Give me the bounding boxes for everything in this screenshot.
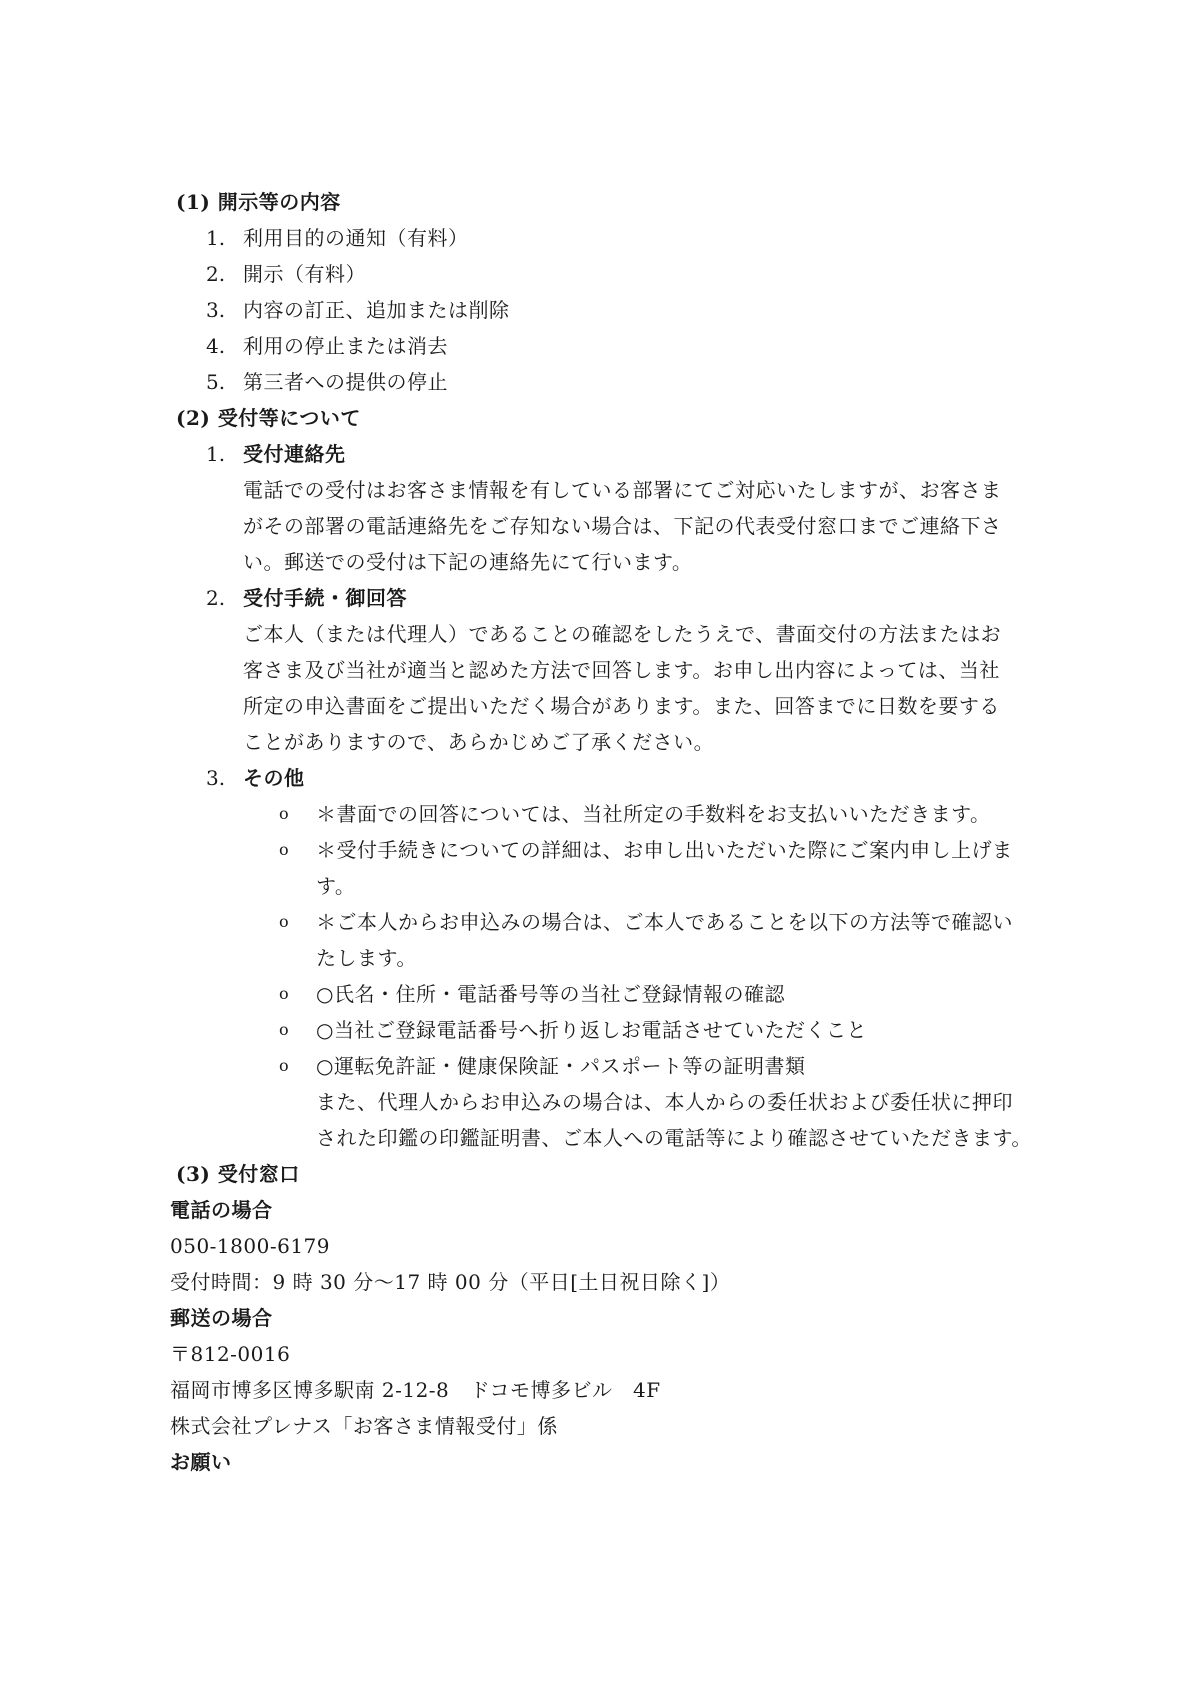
section1-item5-text: 第三者への提供の停止 (243, 370, 448, 394)
bullet-text: たします。 (316, 946, 417, 970)
section2-item1-title: 受付連絡先 (243, 442, 346, 466)
section2-item2-line: ご本人（または代理人）であることの確認をしたうえで、書面交付の方法またはお (243, 622, 1002, 646)
section2-item2-line: 客さま及び当社が適当と認めた方法で回答します。お申し出内容によっては、当社 (243, 658, 1000, 682)
section2-item3-number: 3. (206, 766, 226, 790)
mail-heading: 郵送の場合 (170, 1306, 273, 1330)
phone-heading: 電話の場合 (170, 1198, 273, 1222)
section2-item1-line: い。郵送での受付は下記の連絡先にて行います。 (243, 550, 693, 574)
bullet-text: す。 (316, 874, 356, 898)
bullet-text: ○当社ご登録電話番号へ折り返しお電話させていただくこと (316, 1018, 867, 1042)
bullet-text: ○氏名・住所・電話番号等の当社ご登録情報の確認 (316, 982, 785, 1006)
section1-item1-text: 利用目的の通知（有料） (243, 226, 469, 250)
bullet-symbol: o (279, 912, 289, 931)
section1-item4-text: 利用の停止または消去 (243, 334, 448, 358)
section3-heading: (3) 受付窓口 (176, 1162, 300, 1186)
phone-number: 050-1800-6179 (170, 1234, 330, 1258)
section2-item1-line: 電話での受付はお客さま情報を有している部署にてご対応いたしますが、お客さま (243, 478, 1002, 502)
section1-item2-number: 2. (206, 262, 226, 286)
postal-code: 〒812-0016 (170, 1342, 291, 1366)
section1-item3-text: 内容の訂正、追加または削除 (243, 298, 510, 322)
section2-item2-number: 2. (206, 586, 226, 610)
request-heading: お願い (170, 1450, 232, 1474)
section2-item1-line: がその部署の電話連絡先をご存知ない場合は、下記の代表受付窓口までご連絡下さ (243, 514, 1002, 538)
section1-item1-number: 1. (206, 226, 226, 250)
business-hours: 受付時間：9 時 30 分〜17 時 00 分（平日[土日祝日除く]） (170, 1270, 731, 1294)
recipient: 株式会社プレナス「お客さま情報受付」係 (170, 1414, 558, 1438)
bullet-text: ＊受付手続きについての詳細は、お申し出いただいた際にご案内申し上げま (316, 838, 1013, 862)
section1-item3-number: 3. (206, 298, 226, 322)
section2-item1-number: 1. (206, 442, 226, 466)
section1-item5-number: 5. (206, 370, 226, 394)
section1-item2-text: 開示（有料） (243, 262, 366, 286)
bullet-text: ○運転免許証・健康保険証・パスポート等の証明書類 (316, 1054, 806, 1078)
section2-heading: (2) 受付等について (176, 406, 361, 430)
bullet-text: された印鑑の印鑑証明書、ご本人への電話等により確認させていただきます。 (316, 1126, 1032, 1150)
bullet-text: ＊ご本人からお申込みの場合は、ご本人であることを以下の方法等で確認い (316, 910, 1013, 934)
bullet-text: また、代理人からお申込みの場合は、本人からの委任状および委任状に押印 (316, 1090, 1013, 1114)
bullet-symbol: o (279, 1056, 289, 1075)
bullet-symbol: o (279, 840, 289, 859)
bullet-symbol: o (279, 804, 289, 823)
address: 福岡市博多区博多駅南 2-12-8 ドコモ博多ビル 4F (170, 1378, 661, 1402)
section1-heading: (1) 開示等の内容 (176, 190, 341, 214)
section2-item2-line: 所定の申込書面をご提出いただく場合があります。また、回答までに日数を要する (243, 694, 1000, 718)
section2-item2-line: ことがありますので、あらかじめご了承ください。 (243, 730, 715, 754)
bullet-symbol: o (279, 1020, 289, 1039)
section1-item4-number: 4. (206, 334, 226, 358)
section2-item2-title: 受付手続・御回答 (243, 586, 407, 610)
bullet-text: ＊書面での回答については、当社所定の手数料をお支払いいただきます。 (316, 802, 991, 826)
section2-item3-title: その他 (243, 766, 305, 790)
bullet-symbol: o (279, 984, 289, 1003)
